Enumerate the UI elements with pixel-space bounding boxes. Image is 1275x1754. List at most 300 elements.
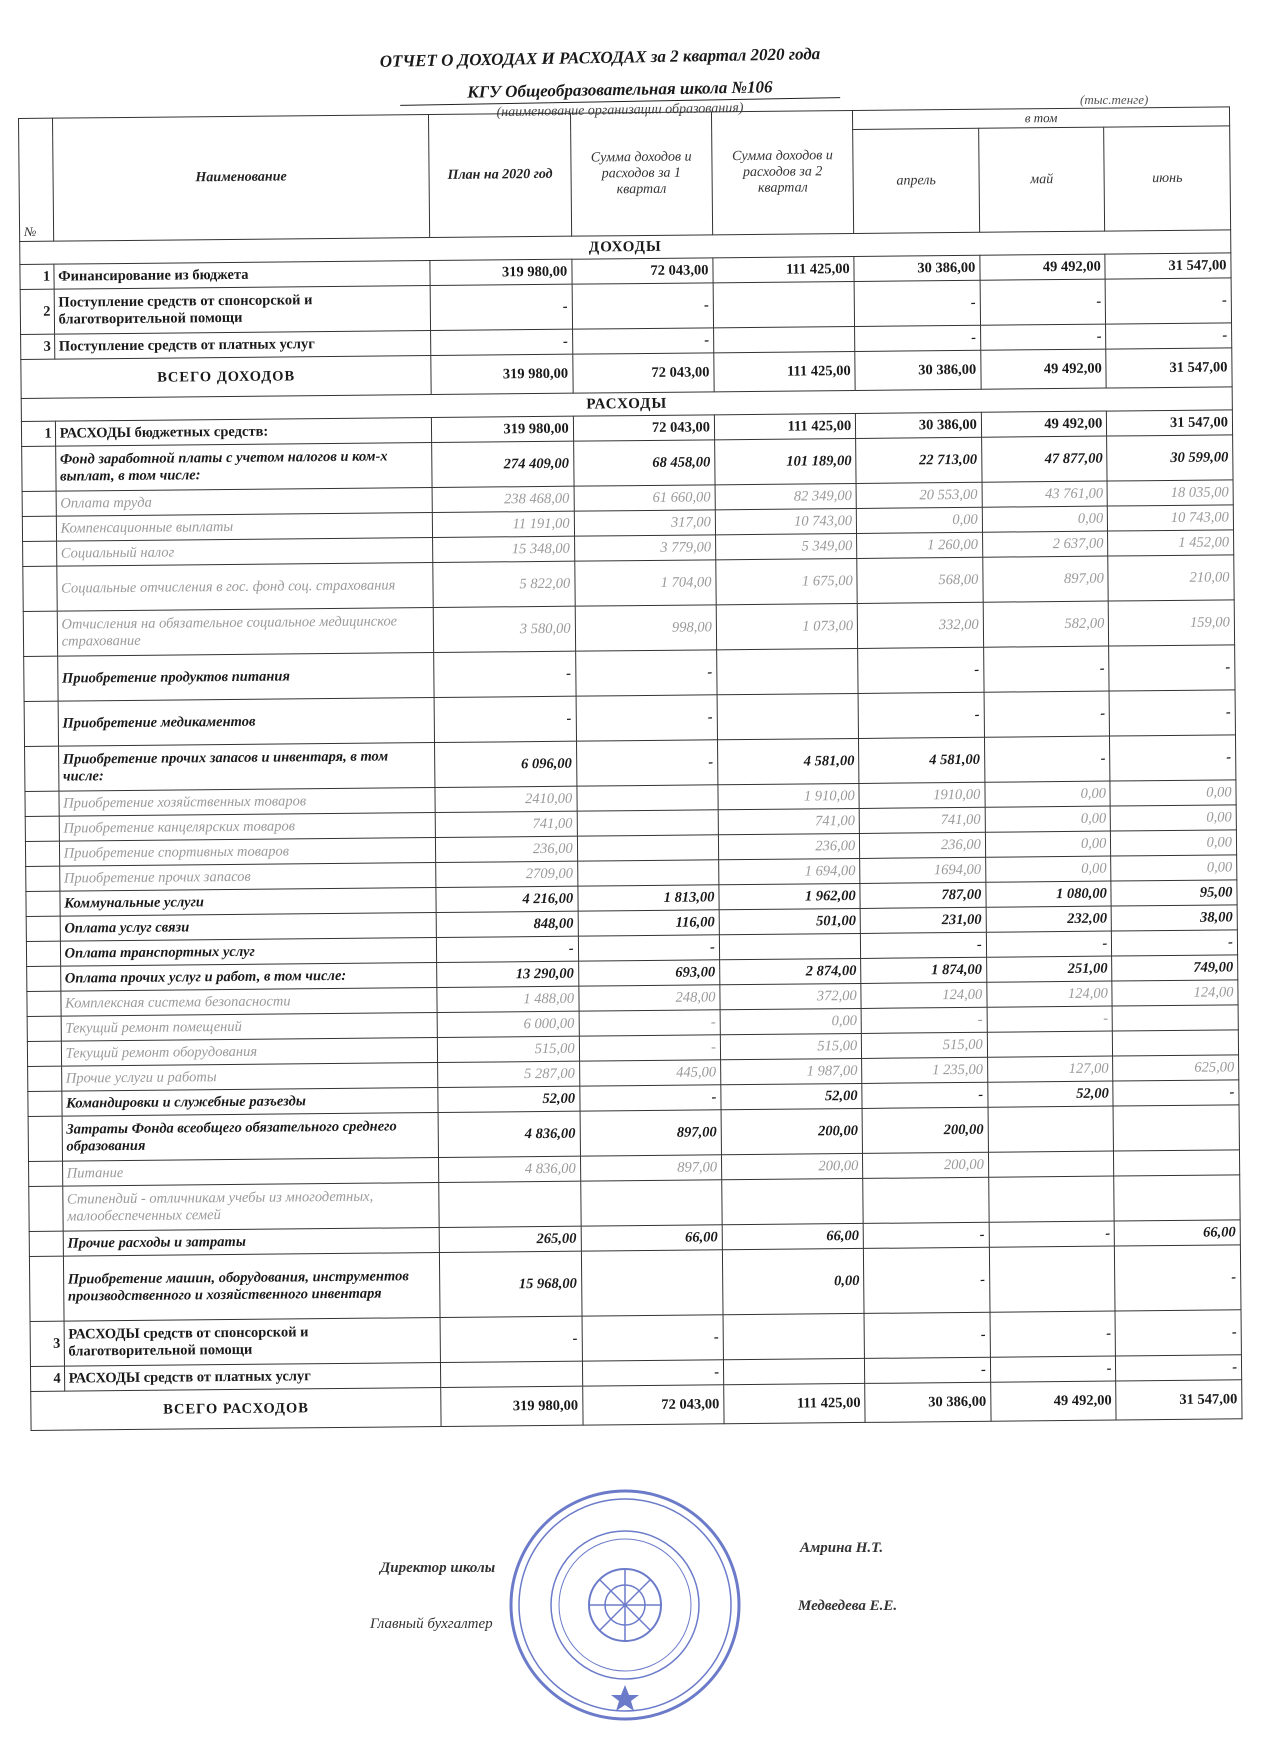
row-number	[26, 916, 60, 941]
cell-jun: -	[1110, 735, 1236, 781]
cell-q1: 68 458,00	[573, 440, 715, 486]
report-title: ОТЧЕТ О ДОХОДАХ И РАСХОДАХ за 2 квартал 2020 года	[379, 44, 821, 71]
cell-may: -	[980, 279, 1106, 325]
cell-jun: 210,00	[1108, 555, 1234, 601]
cell-apr: 4 581,00	[859, 737, 985, 783]
cell-plan: 265,00	[440, 1226, 582, 1252]
cell-plan: 5 822,00	[433, 561, 575, 607]
cell-jun: -	[1112, 930, 1238, 956]
row-name: Приобретение канцелярских товаров	[59, 813, 436, 842]
cell-q2: 1 910,00	[718, 783, 860, 809]
cell-may: -	[989, 1221, 1115, 1247]
cell-q1: 66,00	[581, 1225, 723, 1251]
cell-apr: -	[864, 1247, 990, 1313]
col-plan-header: План на 2020 год	[429, 113, 571, 237]
row-name: Оплата транспортных услуг	[60, 938, 437, 967]
cell-may: 251,00	[986, 956, 1112, 982]
row-number: 2	[20, 289, 54, 334]
cell-q2: 1 987,00	[721, 1058, 863, 1084]
cell-apr: -	[855, 325, 981, 351]
row-name: Приобретение прочих запасов и инвентаря, в том числе:	[58, 743, 435, 792]
cell-may: 0,00	[985, 781, 1111, 807]
cell-q2: 101 189,00	[715, 438, 857, 484]
cell-plan: 2709,00	[436, 861, 578, 887]
row-number	[27, 966, 61, 991]
row-name: Прочие расходы и затраты	[63, 1228, 440, 1257]
cell-q2	[717, 693, 859, 739]
row-number: 3	[30, 1321, 64, 1366]
row-name: Приобретение медикаментов	[58, 698, 435, 747]
row-number	[29, 1161, 63, 1186]
cell-apr: 1910,00	[859, 782, 985, 808]
cell-plan	[441, 1361, 583, 1387]
cell-plan: 274 409,00	[432, 441, 574, 487]
row-number	[25, 841, 59, 866]
cell-q2	[722, 1178, 864, 1224]
cell-may: 1 080,00	[986, 881, 1112, 907]
row-name: Приобретение прочих запасов	[59, 863, 436, 892]
row-number	[24, 701, 58, 746]
total-apr: 30 386,00	[855, 350, 981, 390]
cell-q2: 2 874,00	[720, 958, 862, 984]
cell-plan: 515,00	[438, 1036, 580, 1062]
row-number	[26, 941, 60, 966]
row-name: Комплексная система безопасности	[61, 988, 438, 1017]
cell-q1: -	[582, 1360, 724, 1386]
cell-q2: 111 425,00	[714, 413, 856, 439]
cell-jun: 10 743,00	[1108, 505, 1234, 531]
col-may-header: май	[978, 127, 1105, 232]
row-number	[28, 1091, 62, 1116]
cell-q1: 1 813,00	[578, 885, 720, 911]
cell-q1: -	[579, 1035, 721, 1061]
cell-q2: 4 581,00	[717, 738, 859, 784]
cell-plan: -	[431, 329, 573, 355]
cell-may: 124,00	[987, 981, 1113, 1007]
cell-apr: 515,00	[862, 1032, 988, 1058]
row-name: Текущий ремонт помещений	[61, 1013, 438, 1042]
cell-apr: 200,00	[863, 1152, 989, 1178]
cell-apr: -	[861, 932, 987, 958]
cell-q2: 0,00	[720, 1008, 862, 1034]
cell-may: 582,00	[983, 601, 1109, 647]
cell-jun: -	[1115, 1245, 1241, 1311]
cell-may: 2 637,00	[982, 531, 1108, 557]
cell-apr: 231,00	[860, 907, 986, 933]
cell-apr: 124,00	[861, 982, 987, 1008]
row-name: Стипендий - отличникам учебы из многодетных, малообеспеченных семей	[62, 1183, 439, 1232]
cell-jun: 66,00	[1115, 1220, 1241, 1246]
row-name: Приобретение хозяйственных товаров	[59, 788, 436, 817]
cell-apr: -	[858, 647, 984, 693]
cell-plan: 13 290,00	[437, 961, 579, 987]
cell-q2: 236,00	[718, 833, 860, 859]
cell-plan: 4 216,00	[436, 886, 578, 912]
cell-may: 0,00	[982, 506, 1108, 532]
cell-q2: 1 962,00	[719, 883, 861, 909]
row-number	[25, 791, 59, 816]
row-number	[27, 1016, 61, 1041]
col-q2-header: Сумма доходов и расходов за 2 квартал	[711, 110, 853, 234]
cell-q1: 248,00	[579, 985, 721, 1011]
row-name: Поступление средств от платных услуг	[54, 331, 431, 360]
total-may: 49 492,00	[981, 349, 1107, 389]
cell-may	[988, 1151, 1114, 1177]
row-number	[28, 1116, 62, 1161]
total-q1: 72 043,00	[572, 353, 714, 393]
cell-may: 232,00	[986, 906, 1112, 932]
cell-apr: 0,00	[857, 507, 983, 533]
row-name: Социальные отчисления в гос. фонд соц. страхования	[56, 563, 433, 612]
cell-may: -	[990, 1356, 1116, 1382]
report-table	[18, 106, 1243, 1431]
cell-jun: 18 035,00	[1107, 480, 1233, 506]
cell-may: 49 492,00	[981, 411, 1107, 437]
cell-q1: 897,00	[580, 1155, 722, 1181]
total-q2: 111 425,00	[724, 1383, 866, 1423]
cell-q2: 1 073,00	[716, 603, 858, 649]
cell-may: -	[986, 931, 1112, 957]
cell-apr: -	[864, 1312, 990, 1358]
row-name: Финансирование из бюджета	[54, 261, 431, 290]
cell-may	[989, 1176, 1115, 1222]
cell-plan: -	[440, 1316, 582, 1362]
cell-q2	[713, 281, 855, 327]
cell-q2: 82 349,00	[715, 483, 857, 509]
cell-q2: 52,00	[721, 1083, 863, 1109]
cell-q2: 1 694,00	[719, 858, 861, 884]
row-name: Оплата прочих услуг и работ, в том числе:	[60, 963, 437, 992]
cell-apr: 1 235,00	[862, 1057, 988, 1083]
cell-q1: 693,00	[578, 960, 720, 986]
cell-may: -	[987, 1006, 1113, 1032]
row-name: Отчисления на обязательное социальное медицинское страхование	[57, 608, 434, 657]
cell-may	[987, 1031, 1113, 1057]
cell-q1: 317,00	[574, 510, 716, 536]
cell-jun: 0,00	[1110, 780, 1236, 806]
director-name: Амрина Н.Т.	[800, 1540, 884, 1556]
total-plan: 319 980,00	[431, 354, 573, 394]
cell-q2	[717, 648, 859, 694]
cell-jun: 31 547,00	[1107, 410, 1233, 436]
cell-q1	[580, 1180, 722, 1226]
section-expense-label: РАСХОДЫ	[21, 387, 1232, 422]
cell-apr: 20 553,00	[856, 482, 982, 508]
cell-q2: 372,00	[720, 983, 862, 1009]
cell-jun: 749,00	[1112, 955, 1238, 981]
cell-plan: 319 980,00	[432, 416, 574, 442]
total-apr: 30 386,00	[865, 1382, 991, 1422]
cell-may: 0,00	[985, 806, 1111, 832]
row-name: Приобретение спортивных товаров	[59, 838, 436, 867]
cell-jun	[1113, 1030, 1239, 1056]
cell-apr: 787,00	[860, 882, 986, 908]
cell-plan: 4 836,00	[439, 1156, 581, 1182]
cell-jun: 31 547,00	[1105, 253, 1231, 279]
row-number	[26, 891, 60, 916]
cell-apr: 1694,00	[860, 857, 986, 883]
cell-jun: -	[1109, 645, 1235, 691]
cell-plan: 15 968,00	[440, 1251, 582, 1317]
cell-may: 43 761,00	[982, 481, 1108, 507]
cell-q1: -	[576, 695, 718, 741]
cell-q1: 72 043,00	[572, 258, 714, 284]
cell-q2: 0,00	[722, 1248, 864, 1314]
row-number: 3	[21, 334, 55, 359]
row-name: РАСХОДЫ средств от спонсорской и благотворительной помощи	[64, 1318, 441, 1367]
cell-apr	[863, 1177, 989, 1223]
table-row	[29, 1245, 1241, 1322]
total-jun: 31 547,00	[1116, 1380, 1242, 1420]
cell-apr: 332,00	[857, 602, 983, 648]
total-q2: 111 425,00	[714, 351, 856, 391]
col-no-header: №	[19, 118, 54, 241]
row-number	[29, 1231, 63, 1256]
cell-may: 897,00	[983, 556, 1109, 602]
cell-plan: -	[431, 284, 573, 330]
cell-may: 0,00	[985, 831, 1111, 857]
cell-jun: 95,00	[1111, 880, 1237, 906]
cell-q2: 515,00	[720, 1033, 862, 1059]
cell-q2: 200,00	[721, 1153, 863, 1179]
cell-q1: 897,00	[580, 1110, 722, 1156]
cell-jun: 625,00	[1113, 1055, 1239, 1081]
cell-jun: 38,00	[1111, 905, 1237, 931]
cell-q2: 66,00	[722, 1223, 864, 1249]
cell-jun: 1 452,00	[1108, 530, 1234, 556]
row-number: 4	[30, 1366, 64, 1391]
cell-q2: 10 743,00	[715, 508, 857, 534]
total-jun: 31 547,00	[1106, 348, 1232, 388]
row-number	[23, 566, 57, 611]
row-number	[25, 816, 59, 841]
row-name: Компенсационные выплаты	[56, 513, 433, 542]
row-number	[29, 1256, 63, 1321]
cell-q2: 111 425,00	[713, 256, 855, 282]
cell-may: 52,00	[988, 1081, 1114, 1107]
cell-apr: 22 713,00	[856, 437, 982, 483]
row-name: Поступление средств от спонсорской и благотворительной помощи	[54, 286, 431, 335]
row-name: Питание	[62, 1158, 439, 1187]
row-number	[22, 516, 56, 541]
cell-plan: 4 836,00	[438, 1111, 580, 1157]
row-number	[27, 991, 61, 1016]
cell-plan: 1 488,00	[437, 986, 579, 1012]
cell-q2: 1 675,00	[716, 558, 858, 604]
cell-apr: 200,00	[862, 1107, 988, 1153]
cell-plan: 11 191,00	[433, 511, 575, 537]
col-apr-header: апрель	[853, 128, 980, 233]
cell-q2: 741,00	[718, 808, 860, 834]
cell-q1: -	[579, 1010, 721, 1036]
cell-jun: -	[1106, 323, 1232, 349]
cell-jun	[1113, 1105, 1239, 1151]
cell-q1: -	[575, 650, 717, 696]
cell-q2: 5 349,00	[715, 533, 857, 559]
organization-name: КГУ Общеобразовательная школа №106	[400, 76, 840, 106]
cell-may: -	[980, 324, 1106, 350]
cell-jun: 124,00	[1112, 980, 1238, 1006]
row-number	[22, 491, 56, 516]
cell-q1	[577, 860, 719, 886]
row-name: Социальный налог	[56, 538, 433, 567]
cell-jun	[1112, 1005, 1238, 1031]
cell-q1: 61 660,00	[574, 485, 716, 511]
row-number	[26, 866, 60, 891]
cell-q2: 200,00	[721, 1108, 863, 1154]
cell-jun: 0,00	[1111, 805, 1237, 831]
cell-jun: -	[1115, 1310, 1241, 1356]
director-label: Директор школы	[380, 1560, 496, 1576]
cell-q1: 72 043,00	[573, 415, 715, 441]
row-number	[23, 611, 57, 656]
cell-jun: -	[1105, 278, 1231, 324]
cell-jun: 159,00	[1109, 600, 1235, 646]
total-label: ВСЕГО ДОХОДОВ	[21, 356, 432, 399]
cell-jun: -	[1113, 1080, 1239, 1106]
organization-caption: (наименование организации образования)	[496, 100, 744, 121]
cell-plan: -	[437, 936, 579, 962]
row-number	[24, 656, 58, 701]
report-table-body	[20, 230, 1242, 1431]
cell-apr: -	[862, 1082, 988, 1108]
cell-plan: 319 980,00	[430, 259, 572, 285]
row-name: РАСХОДЫ бюджетных средств:	[55, 418, 432, 447]
cell-plan: 236,00	[436, 836, 578, 862]
cell-q1: 1 704,00	[574, 560, 716, 606]
cell-jun: -	[1116, 1355, 1242, 1381]
total-plan: 319 980,00	[441, 1386, 583, 1426]
cell-plan: 15 348,00	[433, 536, 575, 562]
row-name: Приобретение продуктов питания	[57, 653, 434, 702]
cell-q1: -	[582, 1315, 724, 1361]
cell-apr: 741,00	[859, 807, 985, 833]
row-name: Прочие услуги и работы	[61, 1063, 438, 1092]
cell-may: -	[983, 646, 1109, 692]
cell-may	[989, 1246, 1115, 1312]
cell-plan: 52,00	[438, 1086, 580, 1112]
cell-q1	[577, 810, 719, 836]
cell-q2	[723, 1358, 865, 1384]
cell-plan: 6 000,00	[437, 1011, 579, 1037]
cell-may: 47 877,00	[981, 436, 1107, 482]
row-name: Текущий ремонт оборудования	[61, 1038, 438, 1067]
cell-plan: 5 287,00	[438, 1061, 580, 1087]
cell-apr: 236,00	[860, 832, 986, 858]
cell-q1: 116,00	[578, 910, 720, 936]
cell-q1: -	[572, 283, 714, 329]
total-label: ВСЕГО РАСХОДОВ	[31, 1387, 442, 1430]
row-name: Оплата труда	[56, 488, 433, 517]
cell-may: -	[984, 691, 1110, 737]
accountant-name: Медведева Е.Е.	[798, 1598, 898, 1614]
section-income-label: ДОХОДЫ	[20, 230, 1231, 265]
cell-plan: 3 580,00	[434, 606, 576, 652]
col-group-header: в том	[853, 107, 1230, 130]
cell-jun	[1114, 1175, 1240, 1221]
col-q1-header: Сумма доходов и расходов за 1 квартал	[570, 112, 712, 236]
cell-plan: 6 096,00	[435, 741, 577, 787]
cell-q1	[581, 1250, 723, 1316]
cell-plan: 238 468,00	[432, 486, 574, 512]
cell-apr: 30 386,00	[854, 255, 980, 281]
row-name: Коммунальные услуги	[60, 888, 437, 917]
cell-q2	[713, 326, 855, 352]
cell-apr: 30 386,00	[856, 412, 982, 438]
cell-q1: -	[579, 1085, 721, 1111]
cell-q1: 445,00	[579, 1060, 721, 1086]
row-number: 1	[20, 264, 54, 289]
row-number: 1	[21, 421, 55, 446]
row-number	[23, 541, 57, 566]
row-name: Фонд заработной платы с учетом налогов и ком-х выплат, в том числе:	[55, 443, 432, 492]
units-label: (тыс.тенге)	[1080, 92, 1149, 107]
cell-q1: -	[576, 740, 718, 786]
cell-apr: -	[858, 692, 984, 738]
cell-q2	[719, 933, 861, 959]
cell-q2: 501,00	[719, 908, 861, 934]
cell-apr: -	[854, 280, 980, 326]
row-name: РАСХОДЫ средств от платных услуг	[64, 1362, 441, 1391]
total-q1: 72 043,00	[582, 1385, 724, 1425]
cell-may: -	[984, 736, 1110, 782]
cell-q1: 998,00	[575, 605, 717, 651]
cell-plan: 2410,00	[435, 786, 577, 812]
row-number	[27, 1041, 61, 1066]
cell-may: 49 492,00	[980, 254, 1106, 280]
col-name-header: Наименование	[52, 115, 430, 242]
cell-plan: 741,00	[436, 811, 578, 837]
row-name: Затраты Фонда всеобщего обязательного среднего образования	[62, 1113, 439, 1162]
row-number	[29, 1186, 63, 1231]
accountant-label: Главный бухгалтер	[370, 1616, 493, 1632]
cell-q1	[577, 835, 719, 861]
cell-apr: -	[861, 1007, 987, 1033]
total-may: 49 492,00	[990, 1381, 1116, 1421]
cell-plan: 848,00	[437, 911, 579, 937]
cell-jun: 0,00	[1111, 855, 1237, 881]
row-name: Командировки и служебные разъезды	[61, 1088, 438, 1117]
row-name: Оплата услуг связи	[60, 913, 437, 942]
cell-plan	[439, 1181, 581, 1227]
cell-apr: -	[863, 1222, 989, 1248]
cell-apr: 1 260,00	[857, 532, 983, 558]
cell-may	[988, 1106, 1114, 1152]
cell-may: -	[990, 1311, 1116, 1357]
cell-q2	[723, 1313, 865, 1359]
cell-q1: -	[572, 328, 714, 354]
official-stamp-seal	[505, 1485, 745, 1725]
cell-jun	[1114, 1150, 1240, 1176]
row-number	[25, 746, 59, 791]
cell-jun: -	[1109, 690, 1235, 736]
cell-jun: 0,00	[1111, 830, 1237, 856]
cell-q1: -	[578, 935, 720, 961]
row-name: Приобретение машин, оборудования, инструментов производственного и хозяйственного инвентаря	[63, 1253, 440, 1322]
cell-q1: 3 779,00	[574, 535, 716, 561]
cell-jun: 30 599,00	[1107, 435, 1233, 481]
cell-apr: 568,00	[857, 557, 983, 603]
row-number	[22, 446, 56, 491]
cell-apr: 1 874,00	[861, 957, 987, 983]
row-number	[28, 1066, 62, 1091]
report-table-wrapper	[18, 106, 1243, 1431]
cell-may: 0,00	[985, 856, 1111, 882]
cell-plan: -	[434, 651, 576, 697]
cell-q1	[577, 785, 719, 811]
col-jun-header: июнь	[1104, 126, 1231, 231]
cell-apr: -	[865, 1357, 991, 1383]
